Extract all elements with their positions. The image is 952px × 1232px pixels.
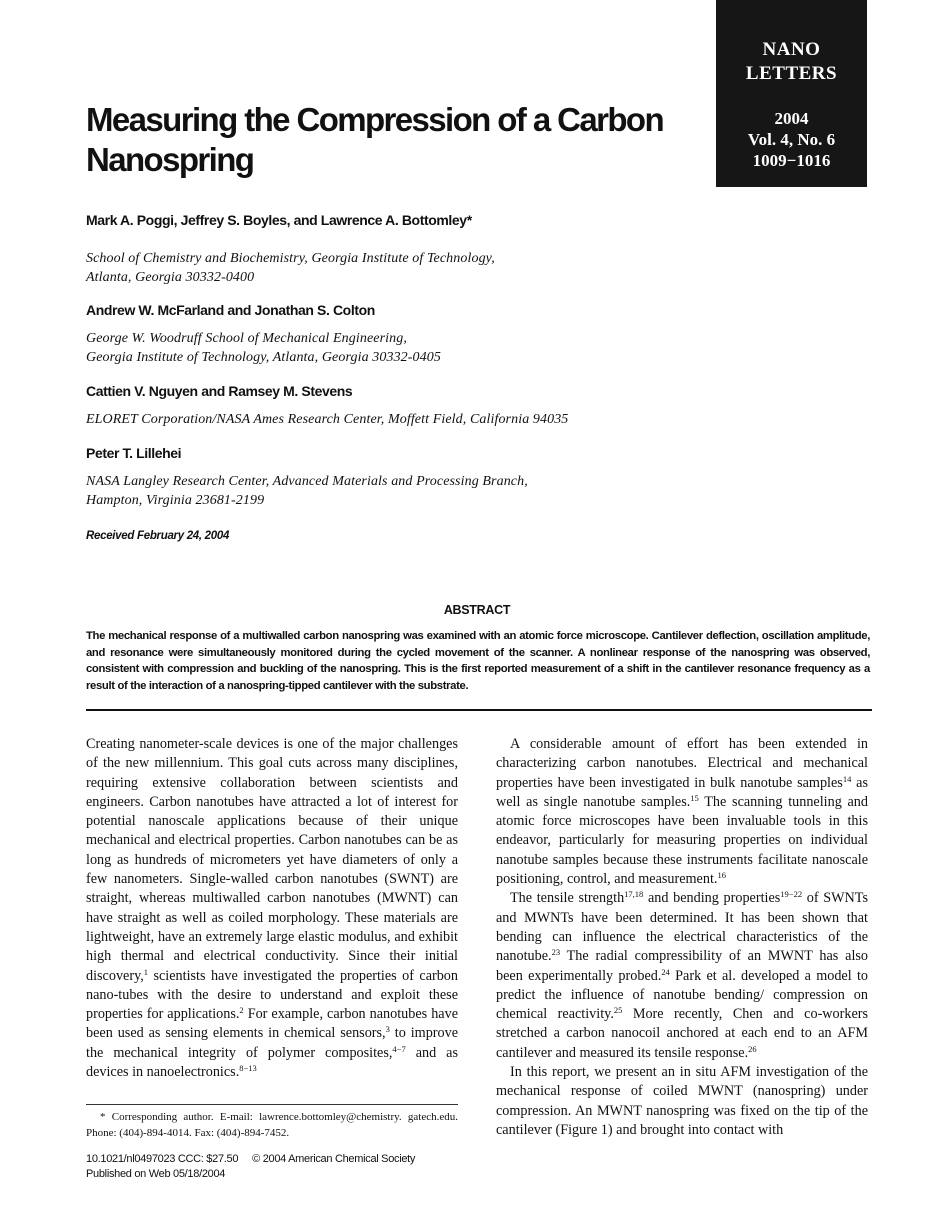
affiliation-3: [86, 410, 568, 429]
abstract-text: The mechanical response of a multiwalled carbon nanospring was examined with an atomic force microscope. Cantilever deflection, oscillation amplitude, and resonance were simultaneously monitored during the cycled movement of the scanner. A nonlinear response of the nanospring was observed, consistent with compression and buckling of the nanospring. This is the first reported measurement of a shift in the cantilever resonance frequency as a result of the interaction of a nanospring-tipped cantilever with the substrate.: [86, 630, 870, 692]
citation-ref: 4−7: [392, 1043, 406, 1054]
footnote-divider: [86, 1104, 458, 1105]
affiliation-2-line-1: George W. Woodruff School of Mechanical Engineering,: [86, 331, 407, 346]
affiliation-1: [86, 249, 495, 287]
affiliation-1-line-1: School of Chemistry and Biochemistry, Georgia Institute of Technology,: [86, 251, 495, 266]
author-group-3: Cattien V. Nguyen and Ramsey M. Stevens: [86, 383, 353, 399]
journal-box: [716, 0, 867, 187]
body-text: of SWNTs and MWNTs have been determined. It has been shown that bending can influence the electrical characteristics of the nanotube.: [496, 890, 868, 965]
corresponding-author-footnote: * Corresponding author. E-mail: lawrence.bottomley@chemistry. gatech.edu. Phone: (404)-894-4014. Fax: (404)-894-7452.: [86, 1111, 458, 1139]
citation-ref: 24: [661, 966, 670, 977]
citation-ref: 15: [690, 792, 699, 803]
journal-pages: 1009−1016: [752, 151, 831, 170]
affiliation-4-line-2: Hampton, Virginia 23681-2199: [86, 493, 265, 508]
doi-line: 10.1021/nl0497023 CCC: $27.50: [86, 1153, 239, 1165]
copyright: © 2004 American Chemical Society: [252, 1153, 416, 1165]
citation-ref: 3: [385, 1024, 390, 1035]
abstract-divider: [86, 709, 872, 711]
paragraph-this-report: In this report, we present an in situ AFM investigation of the mechanical response of coiled MWNT (nanospring) under compression. An MWNT nanospring was fixed on the tip of the cantilever (Figure 1) and brought into contact with: [496, 1064, 868, 1138]
body-text: and bending properties: [643, 890, 781, 907]
citation-ref: 19−22: [780, 889, 803, 900]
journal-name-line1: NANO: [762, 39, 821, 60]
paragraph-characterization: [496, 735, 868, 889]
body-text: More recently, Chen and co-workers stretched a carbon nanocoil anchored at each end to an AFM cantilever and measured its tensile response.: [496, 1006, 868, 1061]
body-text: to improve the mechanical integrity of polymer composites,: [86, 1025, 458, 1061]
body-column-right: [496, 735, 868, 1140]
body-text: For example, carbon nanotubes have been used as sensing elements in chemical sensors,: [86, 1006, 458, 1042]
citation-ref: 1: [143, 966, 149, 977]
author-group-4: Peter T. Lillehei: [86, 445, 182, 461]
published-date: Published on Web 05/18/2004: [86, 1168, 226, 1180]
affiliation-1-line-2: Atlanta, Georgia 30332-0400: [86, 270, 255, 285]
publication-footer: [86, 1152, 415, 1182]
received-date: Received February 24, 2004: [86, 530, 230, 542]
journal-meta: [716, 108, 867, 171]
body-text: The tensile strength: [510, 890, 625, 907]
title-line-2: Nanospring: [86, 141, 254, 178]
affiliation-4: [86, 472, 528, 510]
journal-name-line2: LETTERS: [745, 63, 838, 84]
citation-ref: 16: [717, 870, 726, 881]
affiliation-3-line-1: ELORET Corporation/NASA Ames Research Center, Moffett Field, California 94035: [86, 412, 569, 427]
citation-ref: 8−13: [239, 1063, 257, 1074]
affiliation-2: [86, 329, 441, 367]
citation-ref: 2: [239, 1005, 244, 1016]
citation-ref: 26: [748, 1043, 757, 1054]
title-line-1: Measuring the Compression of a Carbon: [86, 101, 664, 138]
citation-ref: 14: [842, 773, 852, 784]
body-text: as well as single nanotube samples.: [496, 774, 868, 810]
journal-year: 2004: [774, 109, 809, 128]
citation-ref: 23: [551, 947, 561, 958]
paragraph-properties: [496, 889, 868, 1063]
journal-volume: Vol. 4, No. 6: [747, 130, 836, 149]
body-text: Creating nanometer-scale devices is one of the major challenges of the new millennium. This goal cuts across many disciplines, requiring extensive collaboration between scientists and engineers. Carbon nanotubes have attracted a lot of interest for potential nanoscale applications because of their unique mechanical and electrical properties. Carbon nanotubes can be as long as hundreds of micrometers yet have diameters of only a few nanometers. Single-walled carbon nanotubes (SWNT) are straight, whereas multiwalled carbon nanotubes (MWNT) can have straight as well as coiled morphology. These materials are lightweight, have an extremely large elastic modulus, and exhibit high thermal and electrical conductivity. Since their initial discovery,: [86, 736, 458, 984]
affiliation-2-line-2: Georgia Institute of Technology, Atlanta, Georgia 30332-0405: [86, 350, 441, 365]
citation-ref: 25: [613, 1005, 623, 1016]
body-text: The radial compressibility of an MWNT has also been experimentally probed.: [496, 948, 868, 984]
affiliation-4-line-1: NASA Langley Research Center, Advanced Materials and Processing Branch,: [86, 474, 528, 489]
journal-name: [716, 38, 867, 86]
body-text: and as devices in nanoelectronics.: [86, 1044, 458, 1081]
body-column-left: [86, 735, 458, 1082]
abstract-heading: ABSTRACT: [443, 603, 511, 617]
article-title: [86, 100, 696, 180]
body-text: Park et al. developed a model to predict the influence of nanotube bending/ compression on chemical reactivity.: [496, 967, 868, 1023]
author-group-1: Mark A. Poggi, Jeffrey S. Boyles, and Lawrence A. Bottomley*: [86, 212, 472, 228]
body-text: A considerable amount of effort has been extended in characterizing carbon nanotubes. Electrical and mechanical properties have been investigated in bulk nanotube samples: [496, 736, 868, 791]
body-text: scientists have investigated the properties of carbon nano-tubes with the desire to understand and exploit these properties for applications.: [86, 967, 458, 1023]
citation-ref: 17,18: [624, 889, 644, 900]
body-text: The scanning tunneling and atomic force microscopes have been invaluable tools in this endeavor, particularly for measuring properties on individual nanotube samples because these instruments facilitate nanoscale positioning, control, and measurement.: [496, 793, 868, 888]
author-group-2: Andrew W. McFarland and Jonathan S. Colton: [86, 302, 375, 318]
